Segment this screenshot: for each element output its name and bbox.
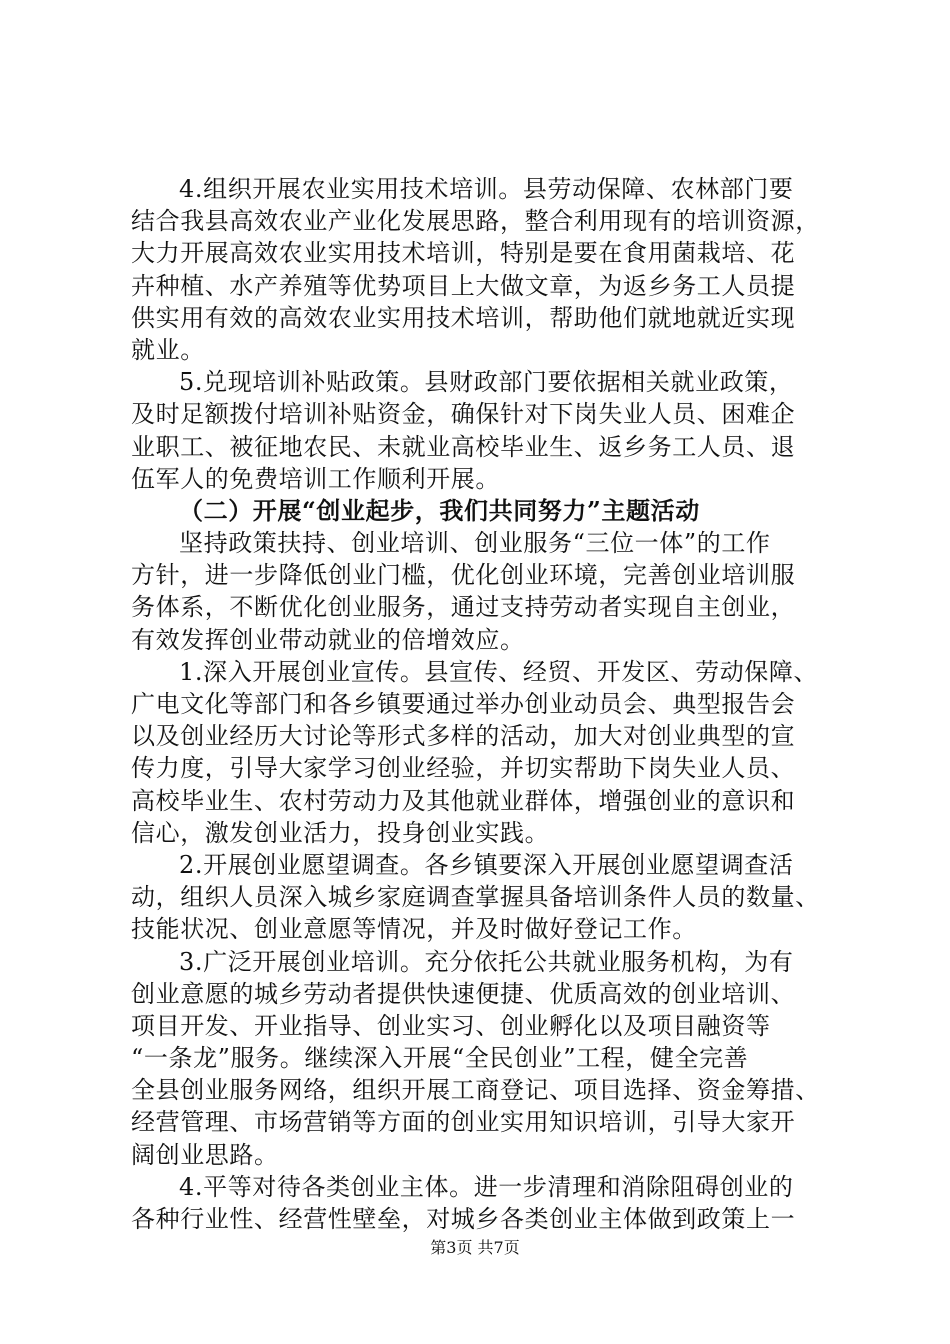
paragraph-line: 阔创业思路。 [131,1140,279,1169]
paragraph-line: “一条龙”服务。继续深入开展“全民创业”工程，健全完善 [131,1044,749,1073]
paragraph-line: 有效发挥创业带动就业的倍增效应。 [131,625,525,654]
paragraph-line: 经营管理、市场营销等方面的创业实用知识培训，引导大家开 [131,1108,796,1137]
paragraph-line: 结合我县高效农业产业化发展思路，整合利用现有的培训资源， [131,207,820,236]
paragraph-line: 供实用有效的高效农业实用技术培训，帮助他们就地就近实现 [131,303,796,332]
paragraph-line: 5.兑现培训补贴政策。县财政部门要依据相关就业政策， [179,368,794,397]
paragraph-line: 3.广泛开展创业培训。充分依托公共就业服务机构，为有 [179,947,794,976]
paragraph-line: 项目开发、开业指导、创业实习、创业孵化以及项目融资等 [131,1011,771,1040]
paragraph-line: 大力开展高效农业实用技术培训，特别是要在食用菌栽培、花 [131,239,796,268]
section-heading: （二）开展“创业起步，我们共同努力”主题活动 [179,495,700,525]
paragraph-line: 动，组织人员深入城乡家庭调查掌握具备培训条件人员的数量、 [131,883,820,912]
paragraph-line: 传力度，引导大家学习创业经验，并切实帮助下岗失业人员、 [131,754,796,783]
paragraph-line: 4.组织开展农业实用技术培训。县劳动保障、农林部门要 [179,175,794,203]
paragraph-line: 高校毕业生、农村劳动力及其他就业群体，增强创业的意识和 [131,786,796,815]
paragraph-line: 2.开展创业愿望调查。各乡镇要深入开展创业愿望调查活 [179,850,794,879]
paragraph-line: 卉种植、水产养殖等优势项目上大做文章，为返乡务工人员提 [131,271,796,300]
paragraph-line: 务体系，不断优化创业服务，通过支持劳动者实现自主创业， [131,593,796,622]
paragraph-line: 全县创业服务网络，组织开展工商登记、项目选择、资金筹措、 [131,1076,820,1105]
paragraph-line: 就业。 [131,335,205,364]
paragraph-line: 方针，进一步降低创业门槛，优化创业环境，完善创业培训服 [131,561,796,590]
paragraph-line: 坚持政策扶持、创业培训、创业服务“三位一体”的工作 [179,529,771,558]
paragraph-line: 信心，激发创业活力，投身创业实践。 [131,818,550,847]
paragraph-line: 伍军人的免费培训工作顺利开展。 [131,464,500,493]
paragraph-line: 及时足额拨付培训补贴资金，确保针对下岗失业人员、困难企 [131,400,796,429]
paragraph-line: 创业意愿的城乡劳动者提供快速便捷、优质高效的创业培训、 [131,979,796,1008]
paragraph-line: 技能状况、创业意愿等情况，并及时做好登记工作。 [131,915,697,944]
document-body [131,173,831,1235]
paragraph-line: 1.深入开展创业宣传。县宣传、经贸、开发区、劳动保障、 [179,657,819,686]
paragraph-line: 以及创业经历大讨论等形式多样的活动，加大对创业典型的宣 [131,722,796,751]
paragraph-line: 业职工、被征地农民、未就业高校毕业生、返乡务工人员、退 [131,432,796,461]
paragraph-line: 各种行业性、经营性壁垒，对城乡各类创业主体做到政策上一 [131,1205,796,1233]
paragraph-line: 4.平等对待各类创业主体。进一步清理和消除阻碍创业的 [179,1172,794,1201]
paragraph-line: 广电文化等部门和各乡镇要通过举办创业动员会、典型报告会 [131,690,796,718]
page-number-footer: 第3页 共7页 [430,1238,520,1257]
